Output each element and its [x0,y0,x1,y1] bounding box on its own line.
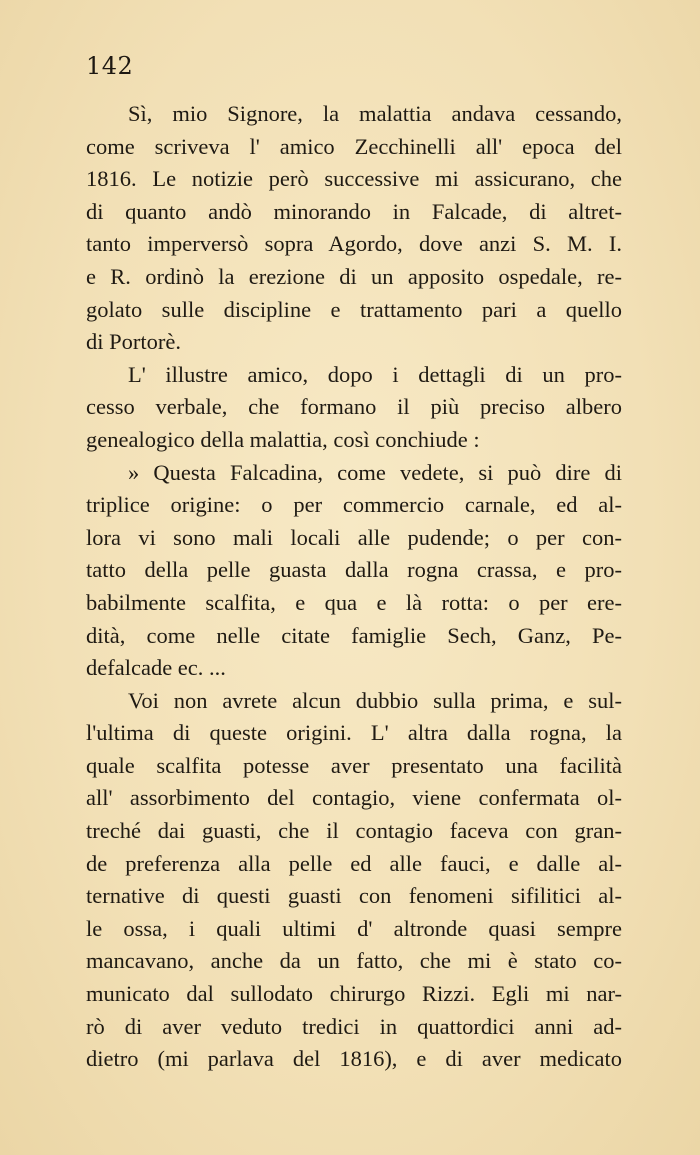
text-line: 1816. Le notizie però successive mi assicurano, che [86,166,622,192]
body-text [86,98,622,1076]
text-line: municato dal sullodato chirurgo Rizzi. Egli mi nar- [86,981,622,1007]
text-line: defalcade ec. ... [86,655,226,681]
text-line: di Portorè. [86,329,181,355]
text-line: mancavano, anche da un fatto, che mi è stato co- [86,948,622,974]
text-line: » Questa Falcadina, come vedete, si può dire di [128,459,622,485]
text-line: come scriveva l' amico Zecchinelli all' epoca del [86,133,622,159]
text-line: triplice origine: o per commercio carnale, ed al- [86,492,622,518]
text-line: rò di aver veduto tredici in quattordici anni ad- [86,1013,622,1039]
text-line: dietro (mi parlava del 1816), e di aver medicato [86,1046,622,1072]
text-line: L' illustre amico, dopo i dettagli di un pro- [128,361,622,387]
text-line: de preferenza alla pelle ed alle fauci, e dalle al- [86,850,622,876]
text-line: le ossa, i quali ultimi d' altronde quasi sempre [86,915,622,941]
text-line: tanto imperversò sopra Agordo, dove anzi S. M. I. [86,231,622,257]
text-line: quale scalfita potesse aver presentato una facilità [86,752,622,778]
text-line: cesso verbale, che formano il più preciso albero [86,394,622,420]
text-line: genealogico della malattia, così conchiude : [86,426,480,452]
text-line: tatto della pelle guasta dalla rogna crassa, e pro- [86,557,622,583]
text-line: all' assorbimento del contagio, viene confermata ol- [86,785,622,811]
text-line: l'ultima di queste origini. L' altra dalla rogna, la [86,720,622,746]
text-line: lora vi sono mali locali alle pudende; o per con- [86,524,622,550]
text-line: Sì, mio Signore, la malattia andava cessando, [128,101,622,126]
text-line: Voi non avrete alcun dubbio sulla prima, e sul- [128,687,622,713]
text-line: treché dai guasti, che il contagio faceva con gran- [86,818,622,844]
text-line: di quanto andò minorando in Falcade, di altret- [86,198,622,224]
page-number: 142 [86,52,134,80]
text-line: babilmente scalfita, e qua e là rotta: o per ere- [86,589,622,615]
text-line: e R. ordinò la erezione di un apposito ospedale, re- [86,263,622,289]
text-line: golato sulle discipline e trattamento pari a quello [86,296,622,322]
text-line: dità, come nelle citate famiglie Sech, Ganz, Pe- [86,622,622,648]
text-line: ternative di questi guasti con fenomeni sifilitici al- [86,883,622,909]
